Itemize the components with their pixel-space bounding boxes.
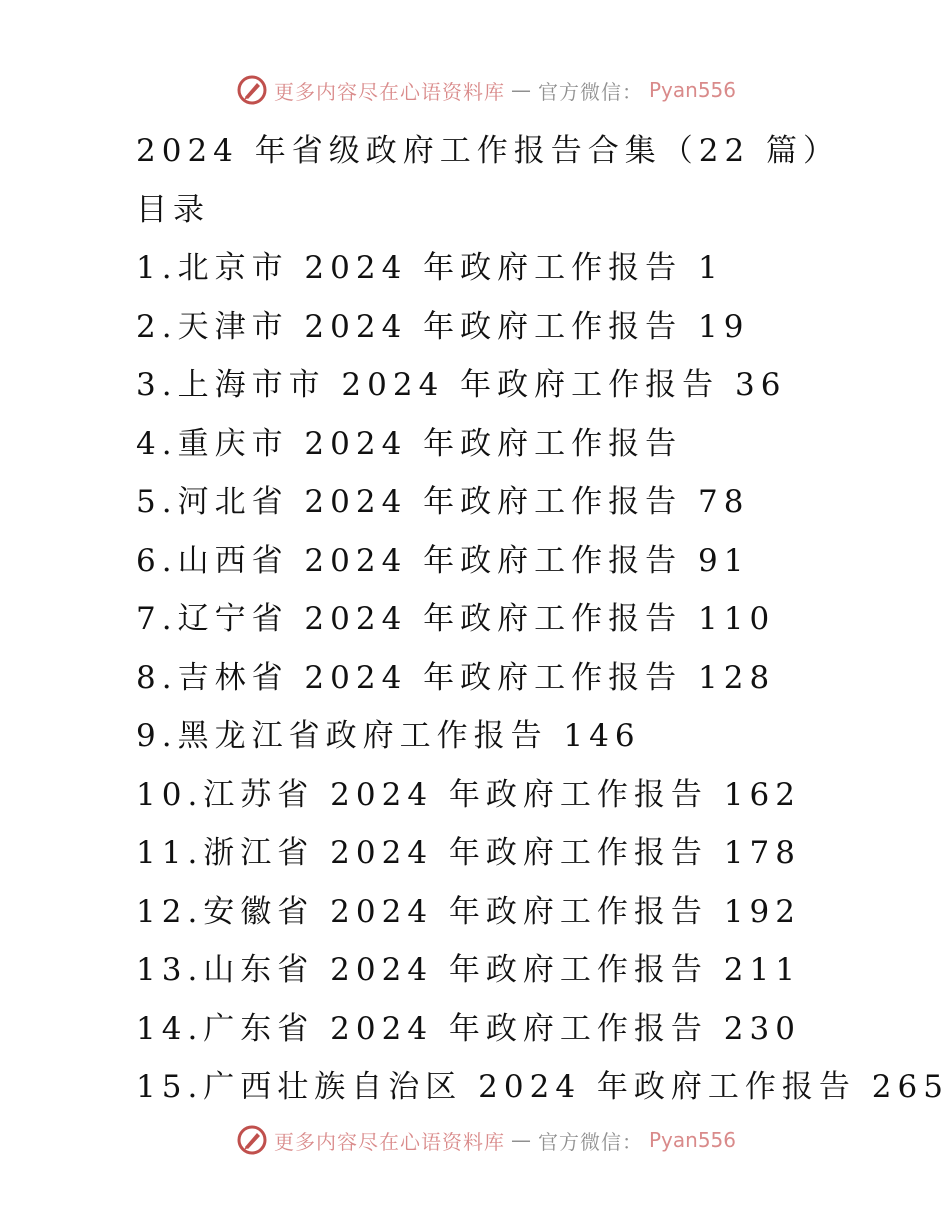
watermark-id: Pyan556 [649, 1128, 737, 1152]
toc-item: 15.广西壮族自治区 2024 年政府工作报告 265 [136, 1069, 949, 1105]
watermark-main-text: 更多内容尽在心语资料库 [274, 1129, 505, 1154]
toc-item: 11.浙江省 2024 年政府工作报告 178 [136, 835, 801, 871]
document-title: 2024 年省级政府工作报告合集（22 篇） [136, 133, 841, 169]
pen-logo-icon [236, 74, 268, 106]
toc-item: 3.上海市市 2024 年政府工作报告 36 [136, 367, 787, 403]
pen-logo-icon [236, 1124, 268, 1156]
watermark-secondary-text: 官方微信： [538, 1129, 643, 1154]
watermark-id: Pyan556 [649, 78, 737, 102]
watermark-header [236, 74, 736, 106]
watermark-secondary-text: 官方微信： [538, 79, 643, 104]
toc-item: 8.吉林省 2024 年政府工作报告 128 [136, 659, 776, 696]
toc-item: 4.重庆市 2024 年政府工作报告 [136, 425, 683, 462]
toc-item: 5.河北省 2024 年政府工作报告 78 [136, 484, 750, 520]
toc-item: 13.山东省 2024 年政府工作报告 211 [136, 952, 801, 988]
toc-item: 10.江苏省 2024 年政府工作报告 162 [136, 776, 801, 813]
toc-item: 12.安徽省 2024 年政府工作报告 192 [136, 893, 801, 930]
toc-item: 1.北京市 2024 年政府工作报告 1 [136, 250, 724, 286]
watermark-main-text: 更多内容尽在心语资料库 [274, 79, 505, 104]
toc-item: 7.辽宁省 2024 年政府工作报告 110 [136, 601, 776, 637]
watermark-dash: — [511, 1128, 532, 1152]
toc-heading: 目录 [136, 191, 210, 228]
watermark-footer [236, 1124, 736, 1156]
document-body [136, 122, 949, 1117]
toc-item: 14.广东省 2024 年政府工作报告 230 [136, 1010, 801, 1047]
toc-item: 6.山西省 2024 年政府工作报告 91 [136, 542, 750, 579]
watermark-dash: — [511, 78, 532, 102]
toc-item: 2.天津市 2024 年政府工作报告 19 [136, 308, 750, 345]
toc-item: 9.黑龙江省政府工作报告 146 [136, 718, 641, 754]
